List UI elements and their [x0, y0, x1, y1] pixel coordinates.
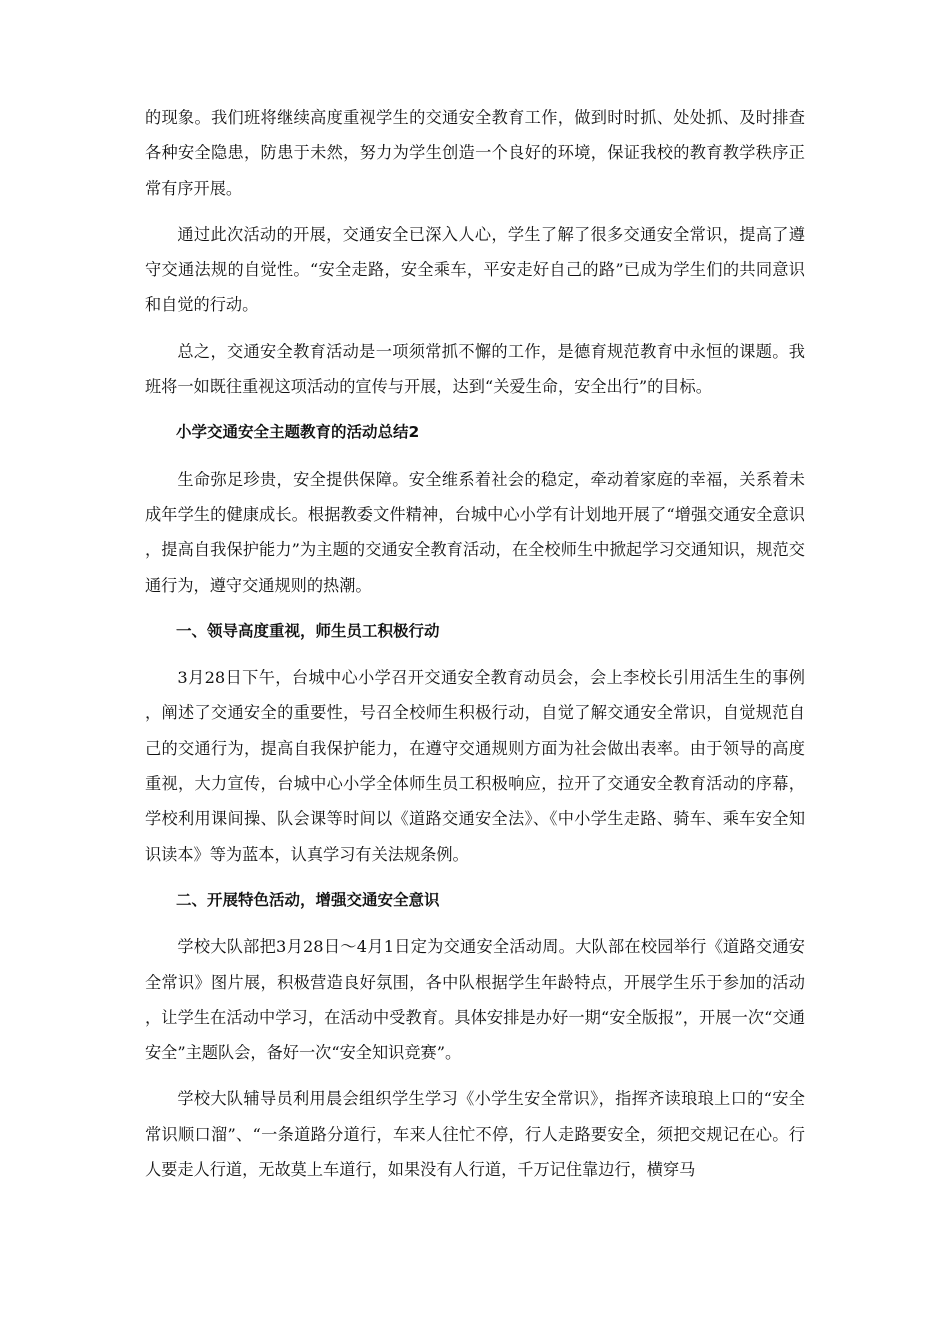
paragraph-continuation: 的现象。我们班将继续高度重视学生的交通安全教育工作，做到时时抓、处处抓、及时排查各种安全隐患，防患于未然，努力为学生创造一个良好的环境，保证我校的教育教学秩序正常有序开展。 — [145, 108, 805, 198]
section-title: 小学交通安全主题教育的活动总结2 — [176, 423, 420, 442]
paragraph: 总之，交通安全教育活动是一项须常抓不懈的工作，是德育规范教育中永恒的课题。我班将一如既往重视这项活动的宣传与开展，达到“关爱生命，安全出行”的目标。 — [145, 341, 805, 397]
section-heading: 一、领导高度重视，师生员工积极行动 — [176, 621, 440, 640]
paragraph: 生命弥足珍贵，安全提供保障。安全维系着社会的稳定，牵动着家庭的幸福，关系着未成年学生的健康成长。根据教委文件精神，台城中心小学有计划地开展了“增强交通安全意识，提高自我保护能力”为主题的交通安全教育活动，在全校师生中掀起学习交通知识，规范交通行为，遵守交通规则的热潮。 — [145, 469, 805, 595]
paragraph: 学校大队部把3月28日～4月1日定为交通安全活动周。大队部在校园举行《道路交通安全常识》图片展，积极营造良好氛围，各中队根据学生年龄特点，开展学生乐于参加的活动，让学生在活动中学习，在活动中受教育。具体安排是办好一期“安全版报”，开展一次“交通安全”主题队会，备好一次“安全知识竞赛”。 — [145, 937, 805, 1063]
paragraph: 3月28日下午，台城中心小学召开交通安全教育动员会，会上李校长引用活生生的事例，阐述了交通安全的重要性，号召全校师生积极行动，自觉了解交通安全常识，自觉规范自己的交通行为，提高自我保护能力，在遵守交通规则方面为社会做出表率。由于领导的高度重视，大力宣传，台城中心小学全体师生员工积极响应，拉开了交通安全教育活动的序幕，学校利用课间操、队会课等时间以《道路交通安全法》、《中小学生走路、骑车、乘车安全知识读本》等为蓝本，认真学习有关法规条例。 — [145, 668, 805, 864]
paragraph: 学校大队辅导员利用晨会组织学生学习《小学生安全常识》，指挥齐读琅琅上口的“安全常识顺口溜”、“一条道路分道行，车来人往忙不停，行人走路要安全，须把交规记在心。行人要走人行道，无故莫上车道行，如果没有人行道，千万记住靠边行，横穿马 — [145, 1089, 805, 1180]
document-page — [145, 100, 805, 1198]
section-heading: 二、开展特色活动，增强交通安全意识 — [176, 890, 440, 909]
paragraph: 通过此次活动的开展，交通安全已深入人心，学生了解了很多交通安全常识，提高了遵守交通法规的自觉性。“安全走路，安全乘车，平安走好自己的路”已成为学生们的共同意识和自觉的行动。 — [145, 224, 805, 315]
